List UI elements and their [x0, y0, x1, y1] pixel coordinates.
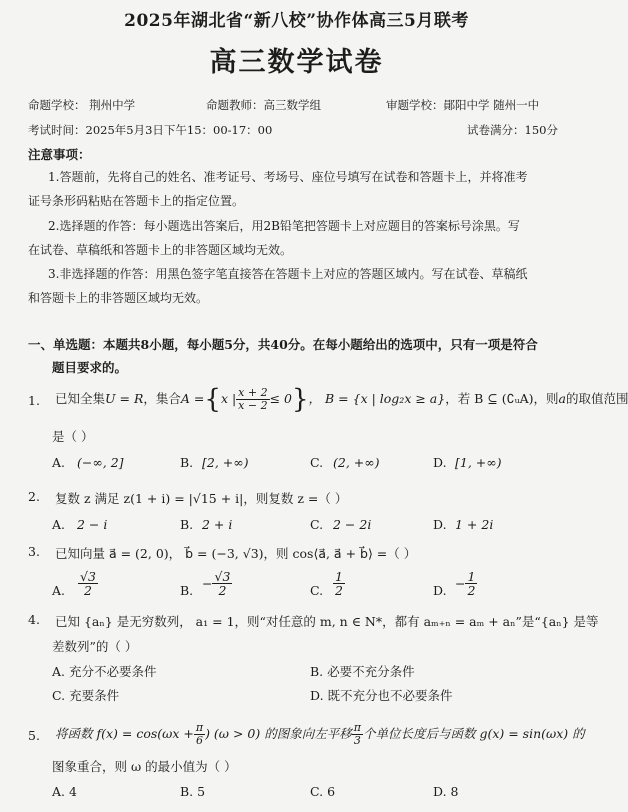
option-b-fraction	[212, 570, 232, 597]
fraction-numerator: √3	[80, 569, 96, 584]
option-d-fraction	[465, 570, 477, 597]
q5-pi-over-6	[194, 722, 205, 746]
option-d: D. 既不充分也不必要条件	[310, 688, 453, 703]
note-line: 1.答题前，先将自己的姓名、准考证号、考场号、座位号填写在试卷和答题卡上，并将准考	[48, 170, 528, 184]
option-a-fraction	[78, 570, 98, 597]
fraction-denominator: 2	[467, 583, 476, 599]
option-c: C. 充要条件	[52, 688, 120, 703]
question-number: 5.	[28, 728, 40, 743]
fraction-numerator: π	[195, 721, 204, 735]
option-d: D. 8	[433, 784, 459, 799]
minus-sign: −	[202, 576, 213, 592]
option-b: B. 5	[180, 784, 206, 799]
q5-paren-post: ) (ω > 0) 的图象向左平移	[205, 726, 352, 741]
option-value: 2 − i	[77, 517, 108, 532]
option-c-fraction	[333, 570, 345, 597]
note-line: 3.非选择题的作答：用黑色签字笔直接答在答题卡上对应的答题区域内。写在试卷、草稿纸	[48, 267, 528, 281]
option-value: [2, +∞)	[202, 455, 249, 470]
option-label: D.	[433, 455, 447, 470]
notes-title: 注意事项：	[28, 147, 91, 162]
question-number: 4.	[28, 612, 40, 627]
option-a: A. 充分不必要条件	[52, 664, 157, 679]
full-score: 试卷满分：150分	[467, 123, 558, 137]
fraction-numerator: 1	[467, 569, 476, 584]
question-4-line1: 已知 {aₙ} 是无穷数列， a₁ = 1，则“对任意的 m, n ∈ N*，都有 aₘ₊ₙ = aₘ + aₙ”是“{aₙ} 是等	[55, 614, 599, 629]
fraction-denominator: 2	[83, 583, 92, 599]
proposer-teacher: 命题教师：高三数学组	[206, 98, 321, 112]
q1-fraction-denominator: x − 2	[238, 399, 268, 412]
proposer-school: 命题学校： 荆州中学	[28, 98, 136, 112]
option-value: (2, +∞)	[333, 455, 380, 470]
question-4-line2: 差数列”的（ ）	[52, 639, 138, 654]
option-value: [1, +∞)	[455, 455, 502, 470]
note-line: 2.选择题的作答：每小题选出答案后，用2B铅笔把答题卡上对应题目的答案标号涂黑。写	[48, 219, 520, 233]
option-label: C.	[310, 517, 324, 532]
option-label: A.	[52, 455, 66, 470]
option-label: A.	[52, 517, 66, 532]
q1-condition: ，若 B ⊆ (∁ᵤA)，则	[445, 391, 559, 406]
paper-title: 高三数学试卷	[209, 47, 384, 78]
q1-tail: 的取值范围	[565, 391, 628, 406]
option-label: B.	[180, 517, 194, 532]
option-label: D.	[433, 517, 447, 532]
question-5-text	[55, 716, 585, 752]
q5-pre: 将函数 f(x) = cos	[55, 726, 158, 741]
fraction-numerator: √3	[214, 569, 231, 584]
fraction-denominator: 2	[218, 583, 227, 599]
minus-sign: −	[455, 576, 466, 592]
q5-paren-pre: (ωx +	[157, 726, 194, 741]
option-value	[455, 570, 477, 597]
option-value	[333, 570, 345, 597]
option-value: 1 + 2i	[455, 517, 494, 532]
option-c: C. 6	[310, 784, 336, 799]
q1-set-a-label: A =	[180, 391, 205, 406]
fraction-denominator: 3	[353, 734, 361, 747]
note-line: 和答题卡上的非答题区域均无效。	[28, 291, 209, 305]
option-value	[202, 570, 232, 597]
question-number: 2.	[28, 489, 40, 504]
exam-title: 2025年湖北省“新八校”协作体高三5月联考	[124, 11, 469, 31]
note-line: 证号条形码粘贴在答题卡上的指定位置。	[28, 194, 245, 208]
option-value	[78, 570, 98, 597]
option-label: D.	[433, 583, 447, 598]
option-value: (−∞, 2]	[77, 455, 124, 470]
right-brace-icon: }	[292, 384, 309, 415]
option-value: 2 + i	[202, 517, 233, 532]
q1-set-b: ， B = {x | log₂x ≥ a}	[308, 391, 446, 406]
note-line: 在试卷、草稿纸和答题卡上的非答题区域均无效。	[28, 243, 293, 257]
question-1-text	[55, 382, 628, 417]
exam-time: 考试时间：2025年5月3日下午15：00-17：00	[28, 123, 273, 137]
left-brace-icon: {	[204, 384, 221, 415]
q1-pre: 已知全集	[55, 391, 106, 406]
question-5-line2: 图象重合，则 ω 的最小值为（ ）	[52, 759, 237, 774]
section-heading: 一、单选题：本题共8小题，每小题5分，共40分。在每小题给出的选项中，只有一项是符合	[28, 337, 538, 352]
option-label: B.	[180, 455, 194, 470]
section-heading-cont: 题目要求的。	[52, 360, 128, 375]
option-label: C.	[310, 583, 324, 598]
q1-set-a-var: x |	[220, 391, 237, 406]
option-value: 2 − 2i	[333, 517, 372, 532]
question-number: 3.	[28, 544, 40, 559]
q5-post: 个单位长度后与函数 g(x) = sin(ωx) 的	[362, 726, 585, 741]
reviewer-school: 审题学校：鄖阳中学 随州一中	[386, 98, 540, 112]
q1-fraction	[236, 387, 269, 411]
option-label: B.	[180, 583, 194, 598]
fraction-numerator: π	[353, 721, 361, 735]
question-number: 1.	[28, 393, 40, 408]
q5-pi-over-3	[352, 722, 363, 746]
option-b: B. 必要不充分条件	[310, 664, 415, 679]
fraction-numerator: 1	[335, 569, 343, 584]
question-1-line2: 是（ ）	[52, 429, 94, 444]
option-label: C.	[310, 455, 324, 470]
question-2-text: 复数 z 满足 z(1 + i) = |√15 + i|，则复数 z =（ ）	[55, 491, 348, 506]
fraction-denominator: 2	[335, 583, 343, 599]
question-3-text: 已知向量 a⃗ = (2, 0)， b⃗ = (−3, √3)，则 cos⟨a⃗, a⃗ + b⃗⟩ =（ ）	[55, 546, 417, 561]
q1-fraction-numerator: x + 2	[238, 386, 268, 400]
q1-universe: U = R	[105, 391, 144, 406]
q1-set-a-ineq: ≤ 0	[269, 391, 292, 406]
q1-mid: ，集合	[143, 391, 181, 406]
q1-a-var: a	[558, 391, 566, 406]
fraction-denominator: 6	[195, 734, 203, 747]
option-a: A. 4	[52, 784, 77, 799]
option-label: A.	[52, 583, 66, 598]
